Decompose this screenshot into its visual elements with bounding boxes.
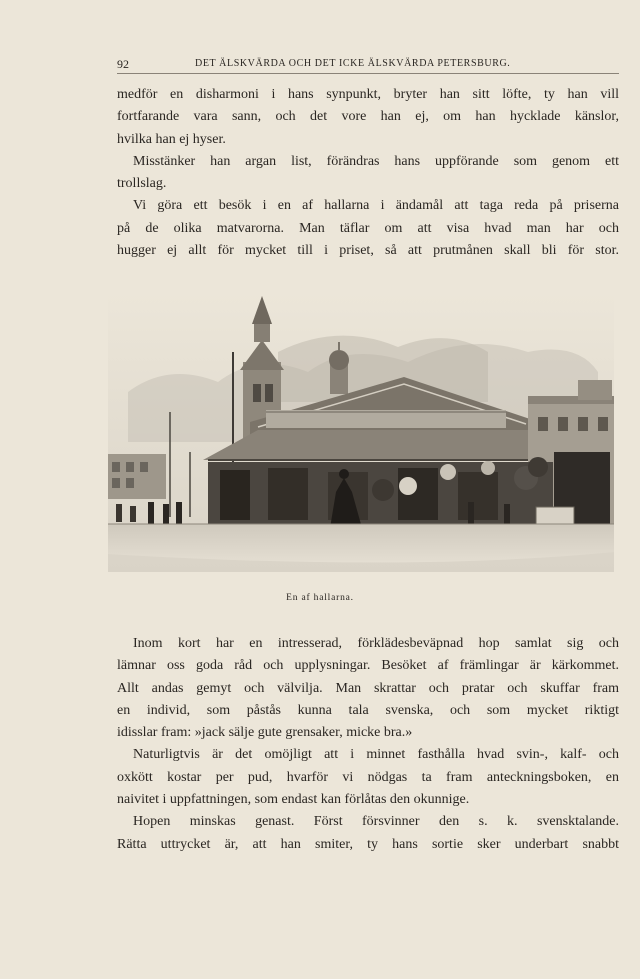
text-line: fortfarande vara sann, och det vore han ej, om han hycklade känslor, bbox=[117, 109, 619, 125]
paragraph bbox=[117, 633, 619, 744]
paragraph bbox=[117, 195, 619, 262]
paragraph bbox=[117, 151, 619, 196]
text-line: en individ, som påstås kunna tala svenska, och som mycket riktigt bbox=[117, 702, 619, 718]
text-block-bottom bbox=[117, 633, 619, 856]
text-line: Naturligtvis är det omöjligt att i minnet fasthålla hvad svin-, kalf- och bbox=[133, 747, 619, 763]
paragraph bbox=[117, 84, 619, 151]
text-line: idisslar fram: »jack sälje gute grensaker, micke bra.» bbox=[117, 725, 413, 741]
running-title: DET ÄLSKVÄRDA OCH DET ICKE ÄLSKVÄRDA PETERSBURG. bbox=[195, 58, 511, 69]
page-number: 92 bbox=[117, 57, 129, 71]
text-line: medför en disharmoni i hans synpunkt, bryter han sitt löfte, ty han vill bbox=[117, 87, 619, 102]
text-line: Rätta uttrycket är, att han smiter, ty hans sortie sker underbart snabbt bbox=[117, 836, 619, 852]
running-header bbox=[117, 57, 619, 74]
text-line: hugger ej allt för mycket till i priset, så att prutmånen skall bli för stor. bbox=[117, 243, 619, 259]
text-line: naivitet i uppfattningen, som endast kan förlåtas den okunnige. bbox=[117, 792, 470, 808]
paragraph bbox=[117, 811, 619, 856]
text-line: Vi göra ett besök i en af hallarna i ändamål att taga reda på priserna bbox=[133, 198, 619, 214]
text-line: hvilka han ej hyser. bbox=[117, 131, 226, 147]
text-line: Inom kort har en intresserad, förklädesbeväpnad hop samlat sig och bbox=[133, 636, 619, 651]
paragraph bbox=[117, 744, 619, 811]
text-line: på de olika matvarorna. Man täflar om att visa hvad man har och bbox=[117, 220, 619, 236]
text-line: oxkött kostar per pud, hvarför vi nödgas ta fram anteckningsboken, en bbox=[117, 769, 619, 785]
text-line: Misstänker han argan list, förändras hans uppförande som genom ett bbox=[133, 153, 619, 169]
text-line: Allt andas gemyt och välvilja. Man skrattar och pratar och skuffar fram bbox=[117, 680, 619, 696]
figure-caption: En af hallarna. bbox=[286, 593, 354, 603]
text-line: Hopen minskas genast. Först försvinner den s. k. svensktalande. bbox=[133, 814, 619, 830]
text-line: trollslag. bbox=[117, 176, 167, 192]
market-hall-photo bbox=[108, 292, 614, 572]
text-line: lämnar oss goda råd och upplysningar. Besöket af främlingar är kärkommet. bbox=[117, 658, 619, 674]
text-block-top bbox=[117, 84, 619, 262]
